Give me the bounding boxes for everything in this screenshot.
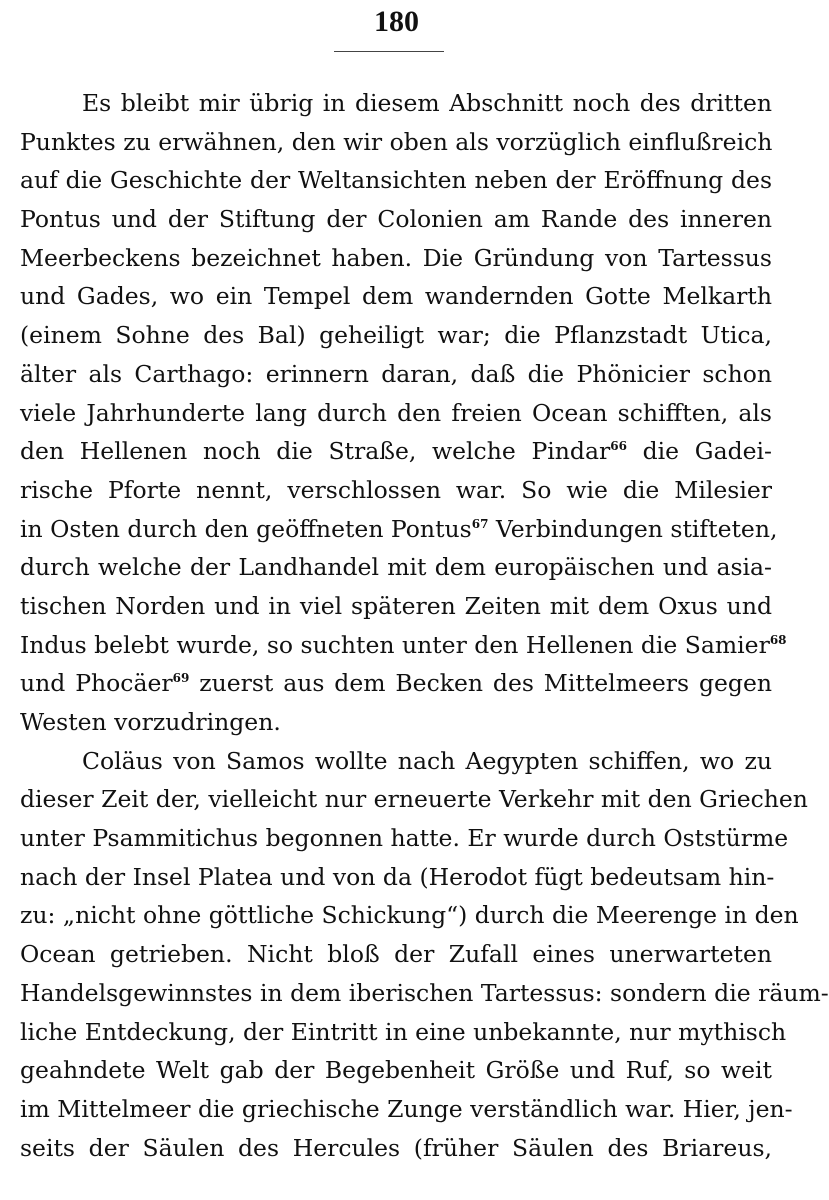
line-text-rest: die Gadei-: [626, 437, 772, 466]
text-line: [20, 84, 772, 123]
line-text: und Gades, wo ein Tempel dem wandernden Gotte Melkarth: [20, 282, 772, 311]
line-text: dieser Zeit der, vielleicht nur erneuerte Verkehr mit den Griechen: [20, 785, 808, 814]
footnote-ref: 69: [172, 671, 190, 686]
text-line: [20, 1129, 772, 1168]
line-text: Ocean getrieben. Nicht bloß der Zufall eines unerwarteten: [20, 940, 772, 969]
text-line: [20, 703, 772, 742]
line-text: in Osten durch den geöffneten Pontus: [20, 514, 472, 543]
text-line: [20, 123, 772, 162]
footnote-ref: 66: [610, 439, 627, 454]
text-line: [20, 664, 772, 703]
header-rule: [334, 51, 444, 52]
line-text: tischen Norden und in viel späteren Zeiten mit dem Oxus und: [20, 591, 772, 620]
footnote-ref: 67: [471, 516, 489, 531]
text-line: [20, 858, 775, 897]
footnote-ref: 68: [769, 632, 787, 647]
line-text: Handelsgewinnstes in dem iberischen Tartessus: sondern die räum-: [20, 978, 829, 1007]
line-text: unter Psammitichus begonnen hatte. Er wurde durch Oststürme: [20, 824, 789, 853]
line-text: liche Entdeckung, der Eintritt in eine unbekannte, nur mythisch: [20, 1017, 787, 1046]
body-text: [20, 84, 829, 1167]
text-line: [20, 548, 772, 587]
page-number: 180: [374, 5, 419, 38]
line-text: seits der Säulen des Hercules (früher Säulen des Briareus,: [20, 1133, 772, 1162]
line-text: (einem Sohne des Bal) geheiligt war; die Pflanzstadt Utica,: [20, 321, 772, 350]
text-line: [20, 471, 772, 510]
text-line: [20, 780, 808, 819]
line-text: den Hellenen noch die Straße, welche Pindar: [20, 437, 611, 466]
text-line: [20, 355, 772, 394]
text-line: [20, 277, 772, 316]
line-text: durch welche der Landhandel mit dem europäischen und asia-: [20, 553, 772, 582]
line-text: rische Pforte nennt, verschlossen war. So wie die Milesier: [20, 475, 772, 504]
line-text: im Mittelmeer die griechische Zunge verständlich war. Hier, jen-: [20, 1094, 793, 1123]
text-line: [20, 935, 772, 974]
text-line: [20, 896, 799, 935]
line-text: geahndete Welt gab der Begebenheit Größe und Ruf, so weit: [20, 1056, 772, 1085]
line-text: Punktes zu erwähnen, den wir oben als vorzüglich einflußreich: [20, 127, 773, 156]
line-text: Westen vorzudringen.: [20, 708, 281, 736]
text-line: [20, 510, 778, 549]
line-text: Meerbeckens bezeichnet haben. Die Gründung von Tartessus: [20, 243, 772, 272]
text-line: [20, 200, 772, 239]
text-line: [20, 239, 772, 278]
line-text: Es bleibt mir übrig in diesem Abschnitt noch des dritten: [82, 89, 772, 117]
line-text-rest: zuerst aus dem Becken des Mittelmeers gegen: [189, 669, 772, 698]
text-line: [20, 394, 772, 433]
text-line: [20, 742, 772, 781]
line-text: älter als Carthago: erinnern daran, daß die Phönicier schon: [20, 359, 772, 388]
text-line: [20, 626, 787, 665]
line-text: viele Jahrhunderte lang durch den freien Ocean schifften, als: [20, 398, 772, 427]
text-line: [20, 316, 772, 355]
text-line: [20, 587, 772, 626]
text-line: [20, 1013, 787, 1052]
line-text-rest: Verbindungen stifteten,: [488, 514, 778, 543]
text-line: [20, 1051, 772, 1090]
line-text: und Phocäer: [20, 669, 173, 698]
text-line: [20, 1090, 793, 1129]
line-text: nach der Insel Platea und von da (Herodot fügt bedeutsam hin-: [20, 862, 775, 891]
line-text: Indus belebt wurde, so suchten unter den Hellenen die Samier: [20, 630, 770, 659]
line-text: zu: „nicht ohne göttliche Schickung“) durch die Meerenge in den: [20, 901, 799, 930]
text-line: [20, 432, 772, 471]
text-line: [20, 161, 772, 200]
line-text: Pontus und der Stiftung der Colonien am Rande des inneren: [20, 205, 772, 234]
text-line: [20, 819, 789, 858]
line-text: Coläus von Samos wollte nach Aegypten schiffen, wo zu: [82, 746, 772, 775]
line-text: auf die Geschichte der Weltansichten neben der Eröffnung des: [20, 166, 772, 195]
text-line: [20, 974, 829, 1013]
